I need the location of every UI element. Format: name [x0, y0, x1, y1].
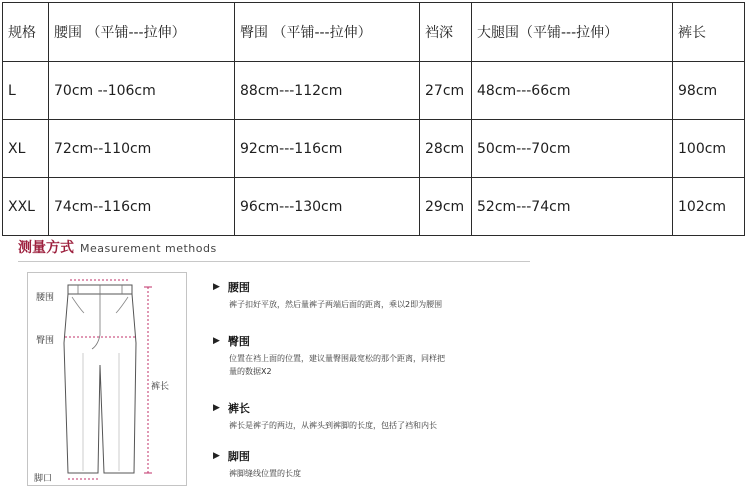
measurement-title-en: Measurement methods	[80, 242, 217, 255]
table-cell: XXL	[3, 178, 49, 236]
table-cell: 102cm	[673, 178, 745, 236]
table-cell: 27cm	[420, 62, 472, 120]
table-cell: 29cm	[420, 178, 472, 236]
diagram-label-length: 裤长	[151, 382, 170, 392]
header-cell-rise: 裆深	[420, 3, 472, 62]
header-cell-hip: 臀围 （平铺---拉伸）	[235, 3, 420, 62]
table-cell: 100cm	[673, 120, 745, 178]
table-cell: 52cm---74cm	[472, 178, 673, 236]
method-desc: 位置在裆上面的位置，建议量臀围最宽松的那个距离，同样把	[229, 354, 445, 363]
table-cell: 72cm--110cm	[49, 120, 235, 178]
table-cell: XL	[3, 120, 49, 178]
method-title: 裤长	[227, 402, 250, 415]
method-hem	[213, 448, 301, 480]
table-row	[3, 62, 745, 120]
header-cell-size: 规格	[3, 3, 49, 62]
method-title: 脚围	[227, 450, 250, 463]
pants-diagram	[27, 272, 187, 486]
table-cell: L	[3, 62, 49, 120]
bullet-triangle-icon: ▶	[213, 403, 220, 413]
table-cell: 28cm	[420, 120, 472, 178]
method-title: 臀围	[227, 335, 250, 348]
method-title: 腰围	[227, 281, 250, 294]
header-cell-length: 裤长	[673, 3, 745, 62]
table-cell: 88cm---112cm	[235, 62, 420, 120]
header-cell-thigh: 大腿围（平铺---拉伸）	[472, 3, 673, 62]
table-cell: 50cm---70cm	[472, 120, 673, 178]
bullet-triangle-icon: ▶	[213, 451, 220, 461]
method-desc: 量的数据X2	[229, 367, 272, 376]
table-cell: 74cm--116cm	[49, 178, 235, 236]
table-header-row	[3, 3, 745, 62]
diagram-label-hem: 脚口	[34, 474, 53, 484]
table-row	[3, 120, 745, 178]
header-cell-waist: 腰围 （平铺---拉伸）	[49, 3, 235, 62]
section-divider	[18, 261, 530, 262]
table-cell: 70cm --106cm	[49, 62, 235, 120]
table-row	[3, 178, 745, 236]
measurement-title	[18, 237, 217, 259]
method-length	[213, 400, 437, 432]
diagram-label-waist: 腰围	[36, 293, 55, 303]
diagram-label-hip: 臀围	[36, 336, 55, 346]
measurement-title-cn: 测量方式	[18, 240, 74, 256]
method-desc: 裤脚缝线位置的长度	[229, 469, 301, 478]
size-table	[2, 2, 745, 236]
method-desc: 裤子扣好平放，然后量裤子两端后面的距离，乘以2即为腰围	[229, 300, 443, 309]
table-cell: 48cm---66cm	[472, 62, 673, 120]
method-hip	[213, 333, 445, 378]
method-waist	[213, 279, 442, 311]
method-desc: 裤长是裤子的两边，从裤头到裤脚的长度，包括了裆和内长	[229, 421, 437, 430]
bullet-triangle-icon: ▶	[213, 336, 220, 346]
table-cell: 96cm---130cm	[235, 178, 420, 236]
bullet-triangle-icon: ▶	[213, 282, 220, 292]
table-cell: 98cm	[673, 62, 745, 120]
table-cell: 92cm---116cm	[235, 120, 420, 178]
